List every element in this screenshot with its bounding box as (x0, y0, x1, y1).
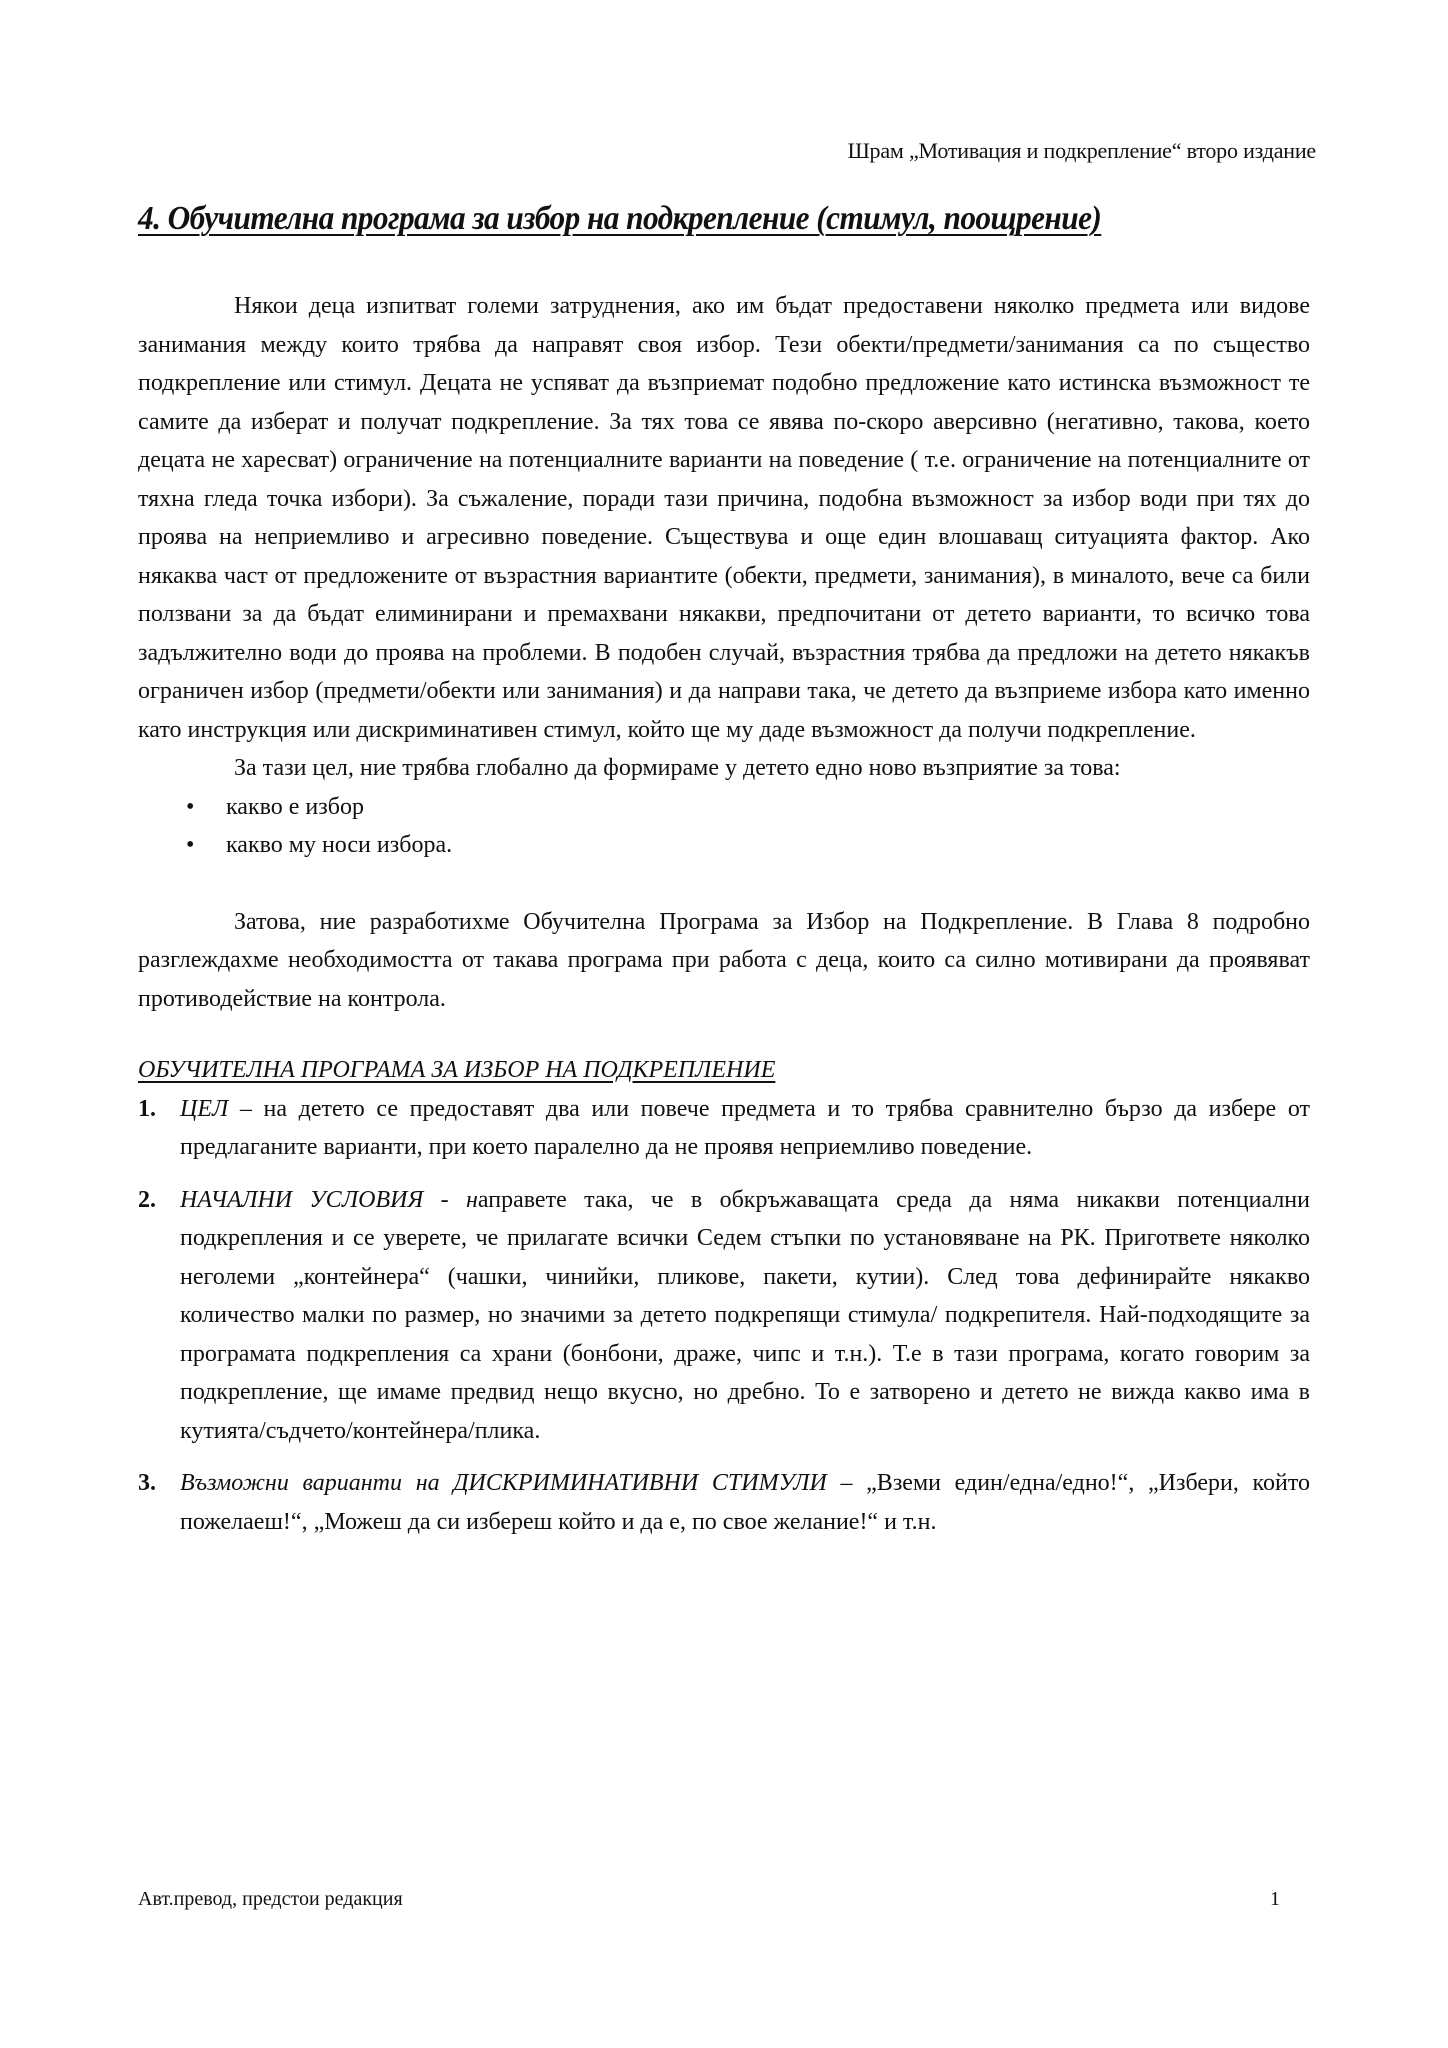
item-italic-start: н (466, 1186, 478, 1213)
running-header: Шрам „Мотивация и подкрепление“ второ издание (847, 138, 1316, 163)
item-label: НАЧАЛНИ УСЛОВИЯ (180, 1186, 424, 1213)
item-label: ЦЕЛ (180, 1095, 229, 1122)
program-item-discriminative-stimuli (138, 1464, 1310, 1541)
item-separator: - (423, 1186, 466, 1213)
item-number: 3. (138, 1470, 156, 1496)
page-number: 1 (1270, 1888, 1280, 1910)
program-item-goal (138, 1090, 1310, 1167)
item-number: 2. (138, 1186, 156, 1213)
footer-note: Авт.превод, предстои редакция (138, 1888, 403, 1910)
intro-paragraph-1: Някои деца изпитват големи затруднения, ако им бъдат предоставени няколко предмета или видове занимания между които трябва да направят своя избор. Тези обекти/предмети/занимания са по същество подкрепление или стимул. Децата не успяват да възприемат подобно предложение като истинска възможност те самите да изберат и получат подкрепление. За тях това се явява по-скоро аверсивно (негативно, такова, което децата не харесват) ограничение на потенциалните варианти на поведение ( т.е. ограничение на потенциалните от тяхна гледа точка избори). За съжаление, поради тази причина, подобна възможност за избор води при тях до проява на неприемливо и агресивно поведение. Съществува и още един влошаващ ситуацията фактор. Ако някаква част от предложените от възрастния вариантите (обекти, предмети, занимания), в миналото, вече са били ползвани за да бъдат елиминирани и премахвани някакви, предпочитани от детето варианти, то всичко това задължително води до проява на проблеми. В подобен случай, възрастния трябва да предложи на детето някакъв ограничен избор (предмети/обекти или занимания) и да направи така, че детето да възприеме избора като именно като инструкция или дискриминативен стимул, който ще му даде възможност да получи подкрепление. (138, 293, 1310, 743)
bullet-item (138, 826, 1310, 865)
item-text: аправете така, че в обкръжаващата среда да няма никакви потенциални подкрепления и се уверете, че прилагате всички Седем стъпки по установяване на РК. Пригответе няколко неголеми „контейнера“ (чашки, чинийки, пликове, пакети, кутии). След това дефинирайте някакво количество малки по размер, но значими за детето подкрепящи стимула/ подкрепителя. Най-подходящите за програмата подкрепления са храни (бонбони, драже, чипс и т.н.). Т.е в тази програма, когато говорим за подкрепление, ще имаме предвид нещо вкусно, но дребно. То е затворено и детето не вижда какво има в кутията/съдчето/контейнера/плика. (180, 1186, 1310, 1444)
intro-paragraph-3: Затова, ние разработихме Обучителна Програма за Избор на Подкрепление. В Глава 8 подробно разглеждахме необходимостта от такава програма при работа с деца, които са силно мотивирани да проявяват противодействие на контрола. (138, 908, 1310, 1012)
item-text: на детето се предоставят два или повече предмета и то трябва сравнително бързо да избере от предлаганите варианти, при което паралелно да не проявя неприемливо поведение. (180, 1095, 1310, 1160)
document-body (138, 287, 1310, 1541)
bullet-text: какво е избор (226, 793, 364, 820)
item-separator: – (228, 1095, 264, 1122)
item-number: 1. (138, 1095, 156, 1122)
chapter-title: 4. Обучителна програма за избор на подкрепление (стимул, поощрение) (138, 200, 1102, 237)
spacer (138, 865, 1310, 903)
program-item-initial-conditions (138, 1181, 1310, 1451)
item-text: „Вземи един/една/едно!“, „Избери, който пожелаеш!“, „Можеш да си избереш който и да е, по свое желание!“ и т.н. (180, 1470, 1310, 1535)
intro-paragraph-2: За тази цел, ние трябва глобално да формираме у детето едно ново възприятие за това: (234, 755, 1121, 781)
item-separator: – (826, 1470, 867, 1496)
bullet-item (138, 788, 1310, 827)
bullet-icon: • (186, 832, 195, 858)
program-heading: ОБУЧИТЕЛНА ПРОГРАМА ЗА ИЗБОР НА ПОДКРЕПЛЕНИЕ (138, 1057, 776, 1083)
bullet-list (138, 788, 1310, 865)
bullet-text: какво му носи избора. (226, 832, 453, 858)
item-label: Възможни варианти на ДИСКРИМИНАТИВНИ СТИМУЛИ (180, 1470, 827, 1496)
bullet-icon: • (186, 793, 195, 820)
